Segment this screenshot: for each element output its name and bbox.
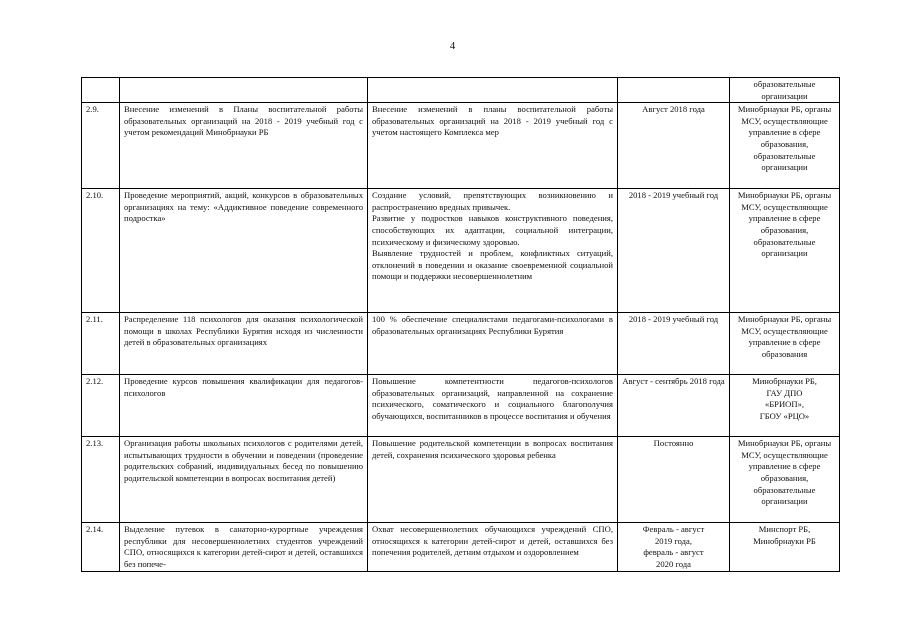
table-row	[82, 523, 840, 571]
cell-event: Выделение путевок в санаторно-курортные учреждения республики для несовершеннолетних студентов учреждений СПО, относящихся к категории детей-сирот и детей, оставшихся без попече-	[120, 523, 368, 571]
cell-responsible: Минобрнауки РБ, органы МСУ, осуществляющие управление в сфере образования	[730, 313, 840, 375]
cell-event: Организация работы школьных психологов с родителями детей, испытывающих трудности в обучении и поведении (проведение родительских собраний, индивидуальных бесед по повышению родительской компетенции в вопросах воспитания детей)	[120, 437, 368, 523]
cell-deadline: 2018 - 2019 учебный год	[618, 189, 730, 313]
result-paragraph: Развитие у подростков навыков конструктивного поведения, способствующих их адаптации, социальной интеграции, психическому и физическому здоровью.	[372, 213, 613, 247]
deadline-line: Февраль - август	[642, 524, 705, 535]
responsible-line: ГАУ ДПО	[766, 387, 803, 398]
cell-num: 2.13.	[82, 437, 120, 523]
cell-num: 2.9.	[82, 103, 120, 189]
responsible-line: ГБОУ «РЦО»	[759, 410, 810, 421]
cell-result: Повышение компетентности педагогов-психологов образовательных организаций, направленной на сохранение психического, соматического и социального благополучия обучающихся, воспитанников в процессе воспитания и обучения	[368, 375, 618, 437]
cell-deadline: Постоянно	[618, 437, 730, 523]
table-row	[82, 189, 840, 313]
cell-deadline: Август - сентябрь 2018 года	[618, 375, 730, 437]
cell-num: 2.12.	[82, 375, 120, 437]
cell-responsible: образовательные организации	[730, 78, 840, 103]
responsible-line: Минобрнауки РБ	[753, 535, 816, 546]
table-row	[82, 313, 840, 375]
result-paragraph: Выявление трудностей и проблем, конфликтных ситуаций, отклонений в поведении и оказание своевременной социальной помощи и поддержки несовершеннолетним	[372, 248, 613, 282]
cell-deadline: 2018 - 2019 учебный год	[618, 313, 730, 375]
cell-responsible: Минобрнауки РБ, органы МСУ, осуществляющие управление в сфере образования, образовательные организации	[730, 437, 840, 523]
responsible-line: Минобрнауки РБ,	[752, 376, 817, 387]
table-row	[82, 103, 840, 189]
cell-event	[120, 78, 368, 103]
measures-table	[81, 77, 840, 572]
cell-responsible: Минобрнауки РБ, органы МСУ, осуществляющие управление в сфере образования, образовательные организации	[730, 189, 840, 313]
deadline-line: 2020 года	[656, 558, 691, 569]
result-paragraph: Создание условий, препятствующих возникновению и распространению вредных привычек.	[372, 190, 613, 212]
table-row-continuation	[82, 78, 840, 103]
cell-deadline	[618, 523, 730, 571]
deadline-line: 2019 года,	[654, 535, 693, 546]
cell-num: 2.14.	[82, 523, 120, 571]
cell-num	[82, 78, 120, 103]
cell-responsible	[730, 375, 840, 437]
cell-deadline: Август 2018 года	[618, 103, 730, 189]
cell-event: Внесение изменений в Планы воспитательной работы образовательных организаций на 2018 - 2019 учебный год с учетом рекомендаций Минобрнауки РБ	[120, 103, 368, 189]
table-row	[82, 437, 840, 523]
cell-result	[368, 189, 618, 313]
cell-event: Проведение мероприятий, акций, конкурсов в образовательных организациях на тему: «Аддиктивное поведение современного подростка»	[120, 189, 368, 313]
cell-responsible: Минобрнауки РБ, органы МСУ, осуществляющие управление в сфере образования, образовательные организации	[730, 103, 840, 189]
responsible-line: «БРИОП»,	[764, 399, 805, 410]
page-number: 4	[449, 40, 456, 52]
cell-result: 100 % обеспечение специалистами педагогами-психологами в образовательных организациях Республики Бурятия	[368, 313, 618, 375]
cell-result: Внесение изменений в планы воспитательной работы образовательных организаций на 2018 - 2019 учебный год с учетом настоящего Комплекса мер	[368, 103, 618, 189]
cell-result: Охват несовершеннолетних обучающихся учреждений СПО, относящихся к категории детей-сирот и детей, оставшихся без попечения родителей, детним отдыхом и оздоровлением	[368, 523, 618, 571]
table-row	[82, 375, 840, 437]
cell-result	[368, 78, 618, 103]
cell-responsible	[730, 523, 840, 571]
cell-deadline	[618, 78, 730, 103]
cell-num: 2.10.	[82, 189, 120, 313]
cell-event: Проведение курсов повышения квалификации для педагогов-психологов	[120, 375, 368, 437]
responsible-line: Минспорт РБ,	[758, 524, 811, 535]
deadline-line: февраль - август	[643, 547, 704, 558]
cell-num: 2.11.	[82, 313, 120, 375]
cell-result: Повышение родительской компетенции в вопросах воспитания детей, сохранения психического здоровья ребенка	[368, 437, 618, 523]
cell-event: Распределение 118 психологов для оказания психологической помощи в школах Республики Бурятия исходя из численности детей в образовательных организациях	[120, 313, 368, 375]
